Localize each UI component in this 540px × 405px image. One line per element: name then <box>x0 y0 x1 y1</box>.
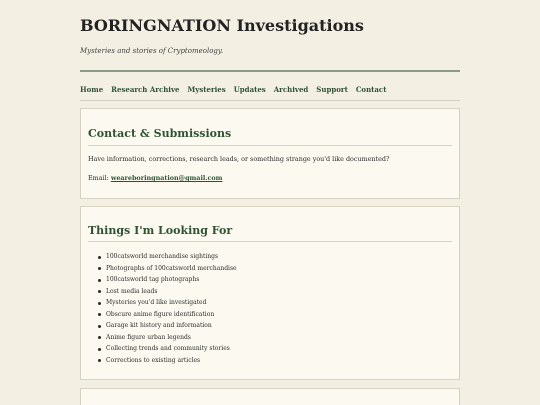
looking-for-title: Things I'm Looking For <box>88 224 233 237</box>
list-item: Mysteries you'd like investigated <box>98 297 237 309</box>
bullet-icon <box>98 348 101 351</box>
bullet-icon <box>98 359 101 362</box>
email-link[interactable]: weareboringnation@gmail.com <box>110 174 223 182</box>
list-item: Collecting trends and community stories <box>98 343 237 355</box>
bullet-icon <box>98 290 101 293</box>
looking-for-card <box>80 206 460 380</box>
list-item: 100catsworld merchandise sightings <box>98 251 237 263</box>
next-card <box>80 388 460 405</box>
nav-divider <box>80 100 460 101</box>
contact-card <box>80 108 460 199</box>
contact-title-divider <box>88 145 452 146</box>
list-item: Anime figure urban legends <box>98 332 237 344</box>
nav-archived[interactable]: Archived <box>273 85 309 94</box>
list-item: Obscure anime figure identification <box>98 309 237 321</box>
header-divider <box>80 70 460 72</box>
list-item: Corrections to existing articles <box>98 355 237 367</box>
contact-title: Contact & Submissions <box>88 127 232 140</box>
bullet-icon <box>98 267 101 270</box>
site-tagline: Mysteries and stories of Cryptomeology. <box>80 47 224 55</box>
nav-updates[interactable]: Updates <box>233 85 266 94</box>
contact-intro: Have information, corrections, research leads, or something strange you'd like documented? <box>88 155 390 163</box>
nav-contact[interactable]: Contact <box>355 85 387 94</box>
email-label: Email: <box>88 174 109 182</box>
bullet-icon <box>98 336 101 339</box>
looking-for-title-divider <box>88 241 452 242</box>
bullet-icon <box>98 302 101 305</box>
list-item: Photographs of 100catsworld merchandise <box>98 263 237 275</box>
list-item: 100catsworld tag photographs <box>98 274 237 286</box>
list-item: Lost media leads <box>98 286 237 298</box>
main-nav <box>80 85 386 94</box>
bullet-icon <box>98 313 101 316</box>
site-title[interactable]: BORINGNATION Investigations <box>80 16 364 35</box>
nav-home[interactable]: Home <box>80 85 104 94</box>
bullet-icon <box>98 279 101 282</box>
looking-for-list <box>98 251 237 366</box>
bullet-icon <box>98 325 101 328</box>
nav-research-archive[interactable]: Research Archive <box>111 85 180 94</box>
nav-mysteries[interactable]: Mysteries <box>187 85 226 94</box>
list-item: Garage kit history and information <box>98 320 237 332</box>
contact-email-line <box>88 174 222 182</box>
bullet-icon <box>98 256 101 259</box>
nav-support[interactable]: Support <box>316 85 348 94</box>
